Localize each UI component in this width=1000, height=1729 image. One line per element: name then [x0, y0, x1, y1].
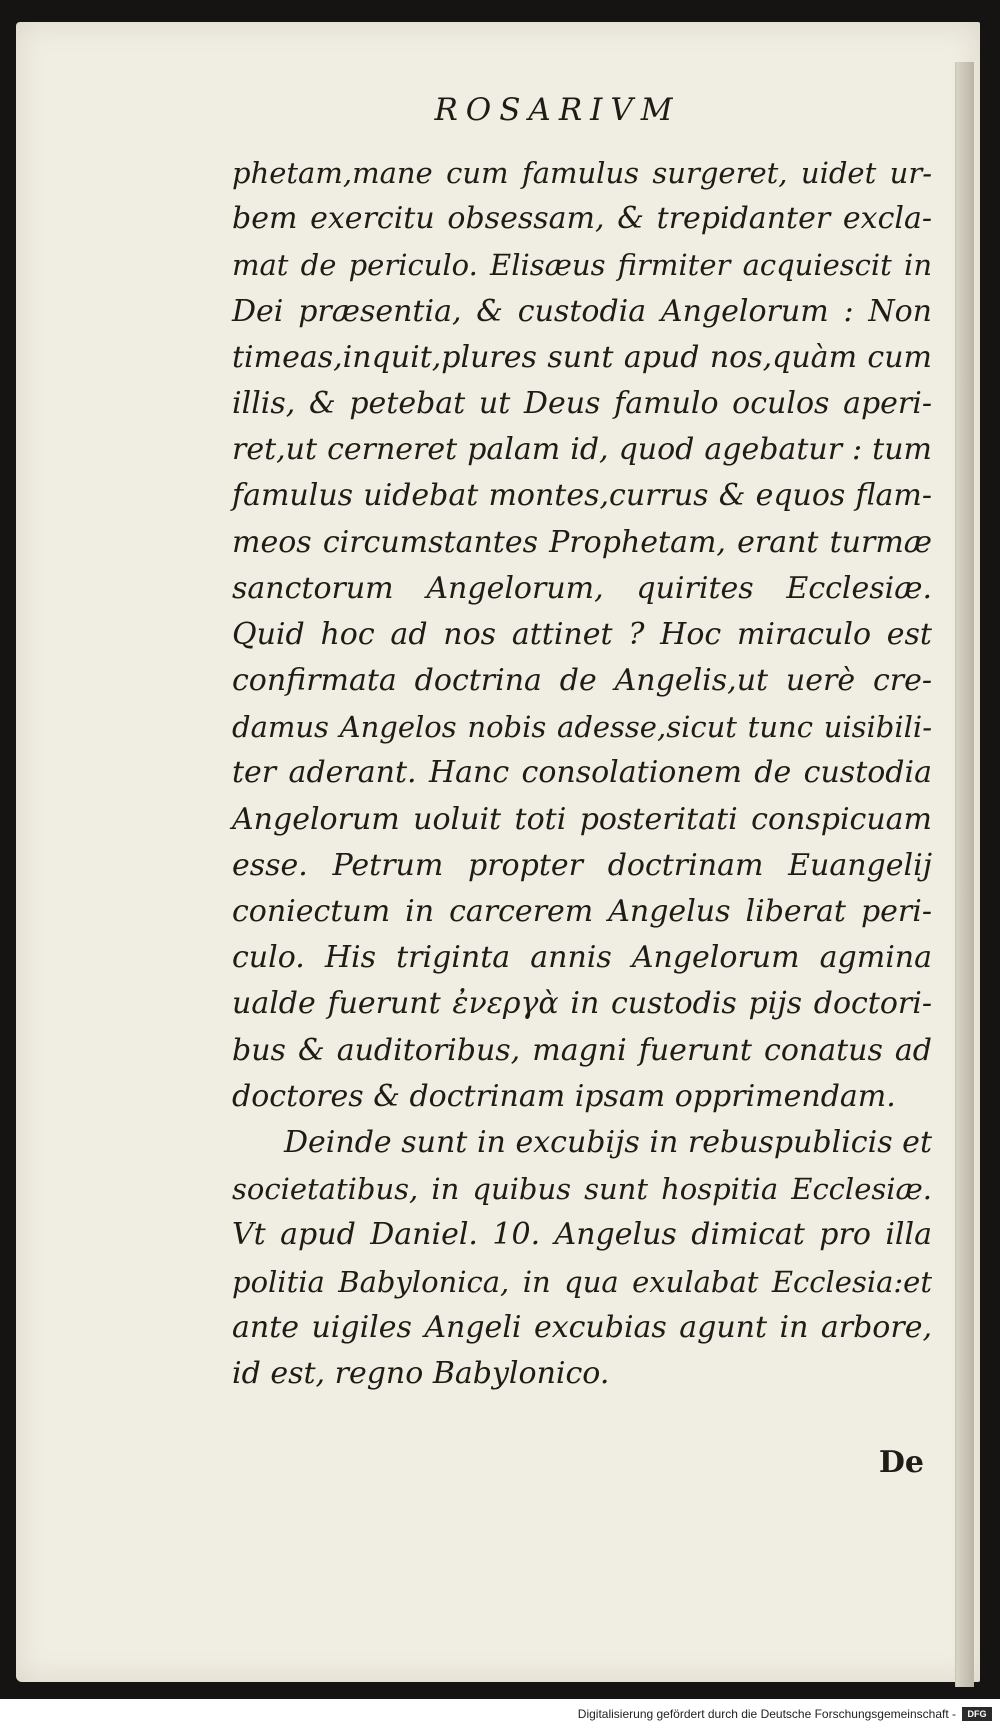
- text-line: coniectum in carcerem Angelus liberat peri-: [232, 894, 932, 929]
- catchword: De: [878, 1445, 924, 1480]
- body-text: [232, 150, 932, 1397]
- text-line: id est, regno Babylonico.: [232, 1355, 610, 1391]
- digitization-footer: [0, 1699, 1000, 1729]
- page-edge: [955, 62, 974, 1687]
- text-line: timeas,inquit,plures sunt apud nos,quàm cum: [232, 339, 932, 375]
- text-line: confirmata doctrina de Angelis,ut uerè cre-: [232, 663, 932, 699]
- text-line: illis, & petebat ut Deus famulo oculos aperi-: [232, 385, 932, 421]
- text-line: doctores & doctrinam ipsam opprimendam.: [232, 1078, 896, 1114]
- text-line: bem exercitu obsessam, & trepidanter excla-: [232, 201, 932, 237]
- text-line: phetam,mane cum famulus surgeret, uidet ur-: [232, 156, 932, 190]
- text-line: esse. Petrum propter doctrinam Euangelij: [232, 847, 932, 883]
- text-line: ualde fuerunt ἐνεργὰ in custodis pijs doctori-: [232, 986, 932, 1022]
- text-line: meos circumstantes Prophetam, erant turmæ: [232, 524, 932, 560]
- running-head: ROSARIVM: [434, 92, 681, 128]
- text-line: Dei præsentia, & custodia Angelorum : Non: [232, 293, 932, 329]
- dfg-logo: DFG: [962, 1707, 992, 1721]
- text-line: societatibus, in quibus sunt hospitia Ecclesiæ.: [232, 1172, 932, 1207]
- text-line: Deinde sunt in excubijs in rebuspublicis et: [284, 1124, 932, 1160]
- text-line: culo. His triginta annis Angelorum agmina: [232, 940, 932, 976]
- funding-credit: Digitalisierung gefördert durch die Deutsche Forschungsgemeinschaft -: [577, 1707, 956, 1721]
- text-line: damus Angelos nobis adesse,sicut tunc uisibili-: [232, 710, 932, 745]
- text-line: Angelorum uoluit toti posteritati conspicuam: [232, 801, 932, 837]
- text-line: Quid hoc ad nos attinet ? Hoc miraculo est: [232, 616, 932, 652]
- text-line: ter aderant. Hanc consolationem de custodia: [232, 755, 932, 791]
- text-line: ret,ut cerneret palam id, quod agebatur : tum: [232, 432, 932, 468]
- text-line: politia Babylonica, in qua exulabat Ecclesia:et: [232, 1264, 932, 1299]
- text-line: sanctorum Angelorum, quirites Ecclesiæ.: [232, 570, 932, 606]
- text-line: bus & auditoribus, magni fuerunt conatus ad: [232, 1032, 932, 1068]
- text-line: mat de periculo. Elisæus firmiter acquiescit in: [232, 248, 932, 283]
- text-line: Vt apud Daniel. 10. Angelus dimicat pro illa: [232, 1217, 932, 1253]
- text-line: ante uigiles Angeli excubias agunt in arbore,: [232, 1309, 932, 1345]
- text-line: famulus uidebat montes,currus & equos flam-: [232, 478, 932, 514]
